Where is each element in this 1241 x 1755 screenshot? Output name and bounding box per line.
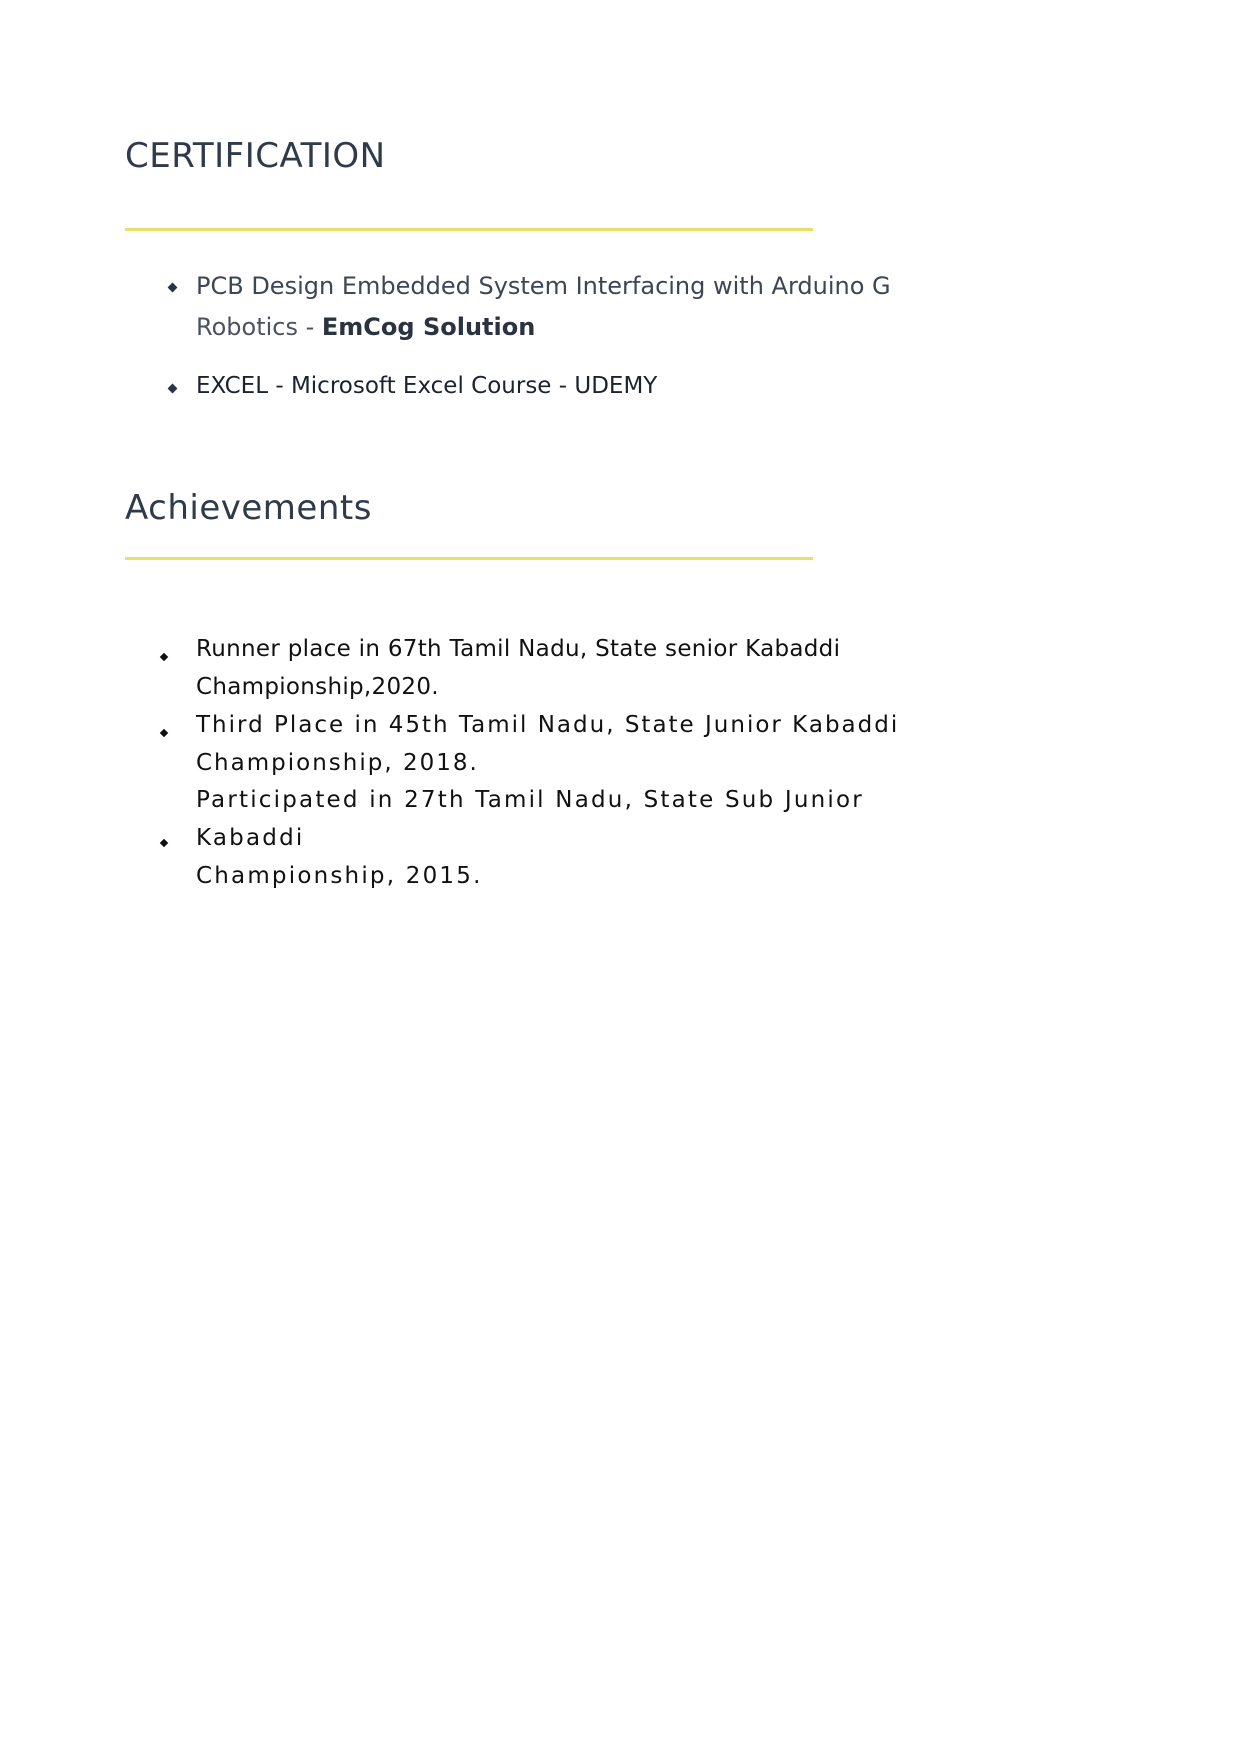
achievement-item	[196, 630, 956, 706]
bullet-icon	[160, 653, 168, 661]
certification-divider	[125, 228, 813, 231]
bullet-icon	[168, 283, 178, 293]
achievement-line: Runner place in 67th Tamil Nadu, State senior Kabaddi	[196, 636, 841, 662]
certification-item: EXCEL - Microsoft Excel Course - UDEMY	[196, 373, 658, 399]
achievement-line: Championship, 2018.	[196, 750, 479, 776]
achievement-line: Participated in 27th Tamil Nadu, State Sub Junior Kabaddi	[196, 787, 864, 851]
achievement-line: Third Place in 45th Tamil Nadu, State Junior Kabaddi	[196, 712, 900, 738]
certification-course-line: PCB Design Embedded System Interfacing with Arduino G	[196, 272, 891, 300]
achievement-item	[196, 781, 956, 895]
achievement-line: Championship,2020.	[196, 674, 439, 700]
achievement-item	[196, 706, 956, 782]
certification-provider: EmCog Solution	[321, 313, 536, 341]
achievements-divider	[125, 557, 813, 560]
bullet-icon	[160, 839, 168, 847]
certification-item	[196, 266, 956, 348]
achievements-heading: Achievements	[125, 488, 372, 528]
bullet-icon	[168, 384, 178, 394]
certification-heading: CERTIFICATION	[125, 136, 386, 176]
achievement-line: Championship, 2015.	[196, 863, 483, 889]
certification-course-line-2: Robotics -	[196, 313, 322, 341]
bullet-icon	[160, 729, 168, 737]
